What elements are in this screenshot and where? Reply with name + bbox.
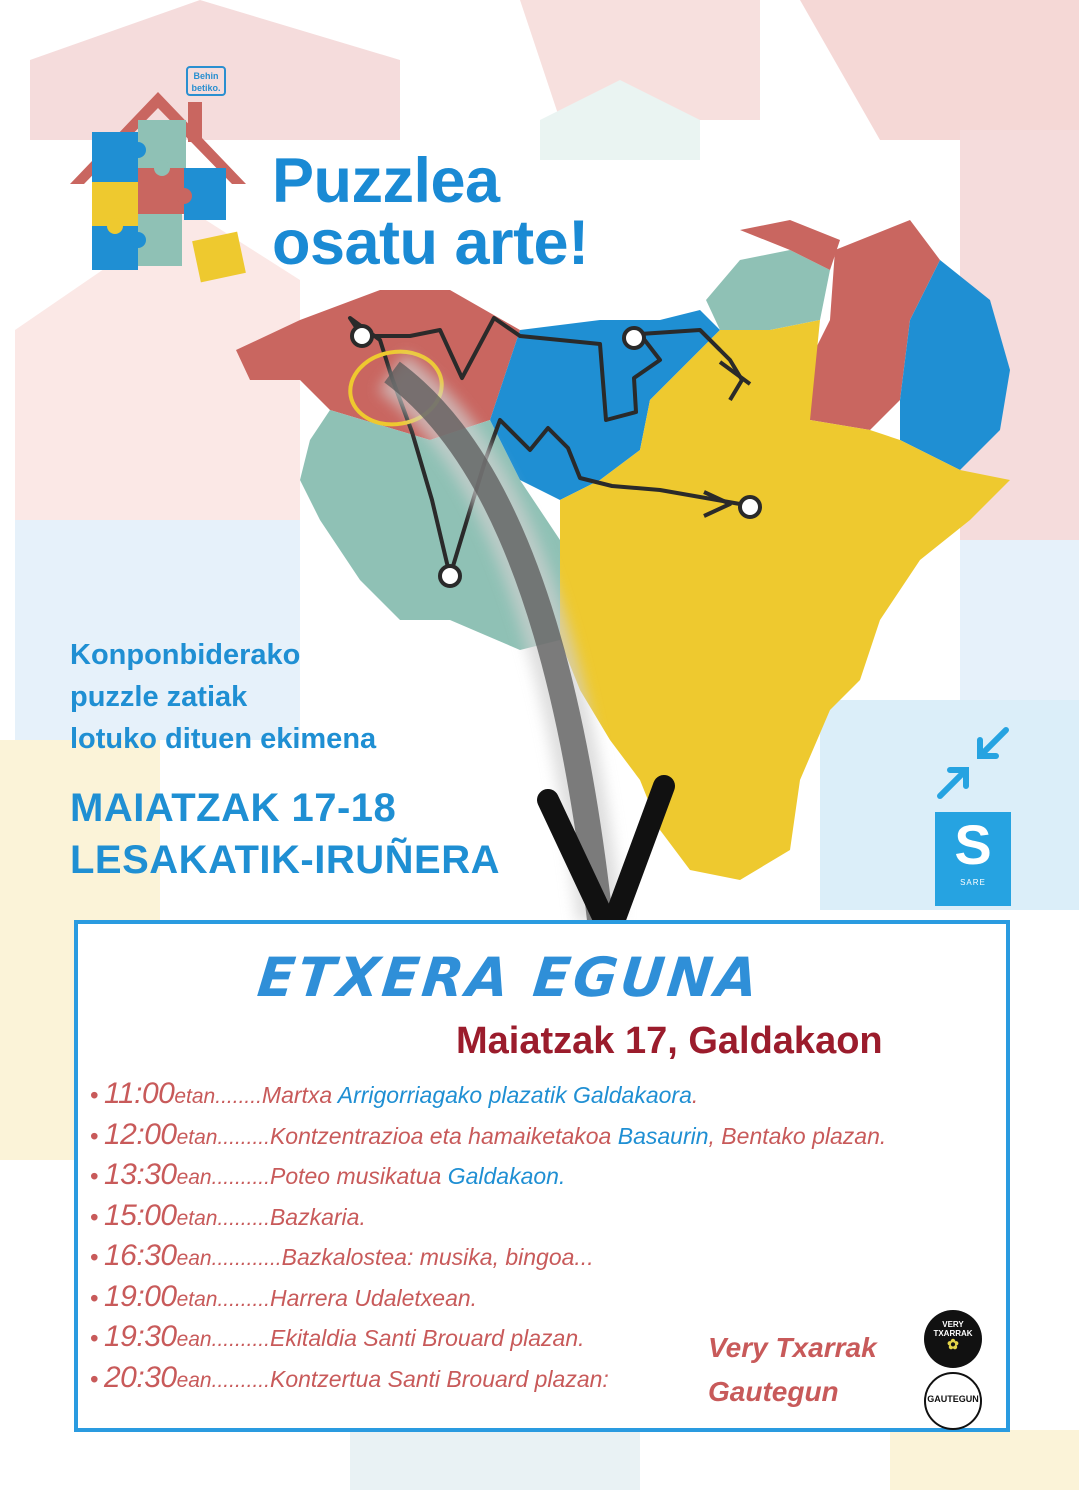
band-name-1: Very Txarrak bbox=[708, 1332, 877, 1363]
schedule-leader-dots: ........ bbox=[215, 1085, 262, 1108]
flower-icon: ✿ bbox=[947, 1336, 959, 1352]
house-puzzle-logo bbox=[70, 92, 246, 282]
schedule-leader-dots: .......... bbox=[211, 1166, 270, 1189]
schedule-leader-dots: ......... bbox=[217, 1287, 270, 1311]
schedule-item bbox=[90, 1236, 1010, 1277]
event-title: ETXERA EGUNA bbox=[254, 946, 764, 1009]
event-subtitle: Maiatzak 17, Galdakaon bbox=[456, 1020, 883, 1062]
schedule-text: Arrigorriagako plazatik Galdakaora bbox=[337, 1082, 692, 1108]
bullet-icon: • bbox=[90, 1284, 99, 1311]
schedule-item bbox=[90, 1277, 1010, 1318]
schedule-time: 12:00 bbox=[104, 1117, 177, 1151]
bullet-icon: • bbox=[90, 1163, 99, 1189]
bullet-icon: • bbox=[90, 1365, 99, 1392]
schedule-time: 19:00 bbox=[104, 1279, 177, 1313]
schedule-time-suffix: etan bbox=[174, 1085, 216, 1108]
schedule-time: 11:00 bbox=[104, 1077, 175, 1110]
poster-subtitle bbox=[70, 634, 376, 760]
poster-title bbox=[272, 146, 589, 278]
schedule-time: 15:00 bbox=[104, 1198, 177, 1232]
schedule-time-suffix: ean bbox=[176, 1368, 212, 1392]
gautegun-logo bbox=[924, 1372, 982, 1430]
schedule-time-suffix: ean bbox=[176, 1328, 212, 1351]
poster-dates bbox=[70, 782, 500, 886]
schedule-time-suffix: ean bbox=[176, 1247, 212, 1270]
bullet-icon: • bbox=[90, 1244, 99, 1270]
schedule-text: Harrera Udaletxean. bbox=[269, 1284, 478, 1311]
schedule-leader-dots: ............ bbox=[211, 1247, 282, 1270]
schedule-text: , Bentako plazan. bbox=[708, 1122, 887, 1149]
schedule-text: Kontzertua Santi Brouard plazan: bbox=[269, 1365, 609, 1392]
sare-label: SARE bbox=[960, 878, 986, 887]
schedule-item bbox=[90, 1115, 1010, 1156]
schedule-time: 13:30 bbox=[104, 1158, 177, 1191]
schedule-time: 16:30 bbox=[104, 1239, 177, 1272]
bullet-icon: • bbox=[90, 1203, 99, 1230]
band-names bbox=[708, 1326, 877, 1414]
schedule-item bbox=[90, 1074, 1010, 1115]
schedule-time: 19:30 bbox=[104, 1320, 177, 1353]
schedule-time: 20:30 bbox=[104, 1360, 177, 1394]
title-line-1: Puzzlea bbox=[272, 146, 500, 216]
bullet-icon: • bbox=[90, 1325, 99, 1351]
schedule-text: . bbox=[691, 1082, 699, 1108]
schedule-text: Bazkaria. bbox=[269, 1203, 366, 1230]
band-name-2: Gautegun bbox=[708, 1376, 839, 1407]
schedule-item bbox=[90, 1155, 1010, 1196]
sare-s-icon: S bbox=[954, 813, 992, 876]
subtitle-line-3: lotuko dituen ekimena bbox=[70, 723, 377, 755]
schedule-text: Martxa bbox=[261, 1082, 338, 1108]
schedule-item bbox=[90, 1196, 1010, 1237]
schedule-leader-dots: .......... bbox=[211, 1328, 270, 1351]
schedule-time-suffix: etan bbox=[176, 1125, 218, 1149]
very-txarrak-logo-text: VERY TXARRAK bbox=[933, 1320, 973, 1338]
schedule-time-suffix: etan bbox=[176, 1287, 218, 1311]
bullet-icon: • bbox=[90, 1082, 99, 1108]
schedule-text: Bazkalostea: musika, bingoa... bbox=[281, 1244, 594, 1270]
very-txarrak-logo bbox=[924, 1310, 982, 1368]
schedule-leader-dots: .......... bbox=[211, 1368, 270, 1392]
sare-logo bbox=[935, 812, 1011, 906]
title-line-2: osatu arte! bbox=[272, 208, 589, 278]
shrink-arrows-icon bbox=[940, 730, 1006, 796]
schedule-text: Basaurin bbox=[617, 1122, 709, 1149]
schedule-time-suffix: etan bbox=[176, 1206, 218, 1230]
dates-line-1: MAIATZAK 17-18 bbox=[70, 786, 397, 830]
schedule-text: Poteo musikatua bbox=[269, 1163, 448, 1189]
schedule-leader-dots: ......... bbox=[217, 1125, 270, 1149]
subtitle-line-1: Konponbiderako bbox=[70, 639, 301, 671]
behin-betiko-logo: Behin betiko. bbox=[186, 66, 226, 96]
subtitle-line-2: puzzle zatiak bbox=[70, 681, 248, 713]
schedule-text: Kontzentrazioa eta hamaiketakoa bbox=[269, 1122, 618, 1149]
schedule-time-suffix: ean bbox=[176, 1166, 212, 1189]
gautegun-logo-text: GAUTEGUN bbox=[927, 1394, 979, 1404]
schedule-text: Ekitaldia Santi Brouard plazan. bbox=[269, 1325, 585, 1351]
bullet-icon: • bbox=[90, 1122, 99, 1149]
schedule-leader-dots: ......... bbox=[217, 1206, 270, 1230]
dates-line-2: LESAKATIK-IRUÑERA bbox=[70, 838, 500, 882]
schedule-text: Galdakaon. bbox=[447, 1163, 566, 1189]
